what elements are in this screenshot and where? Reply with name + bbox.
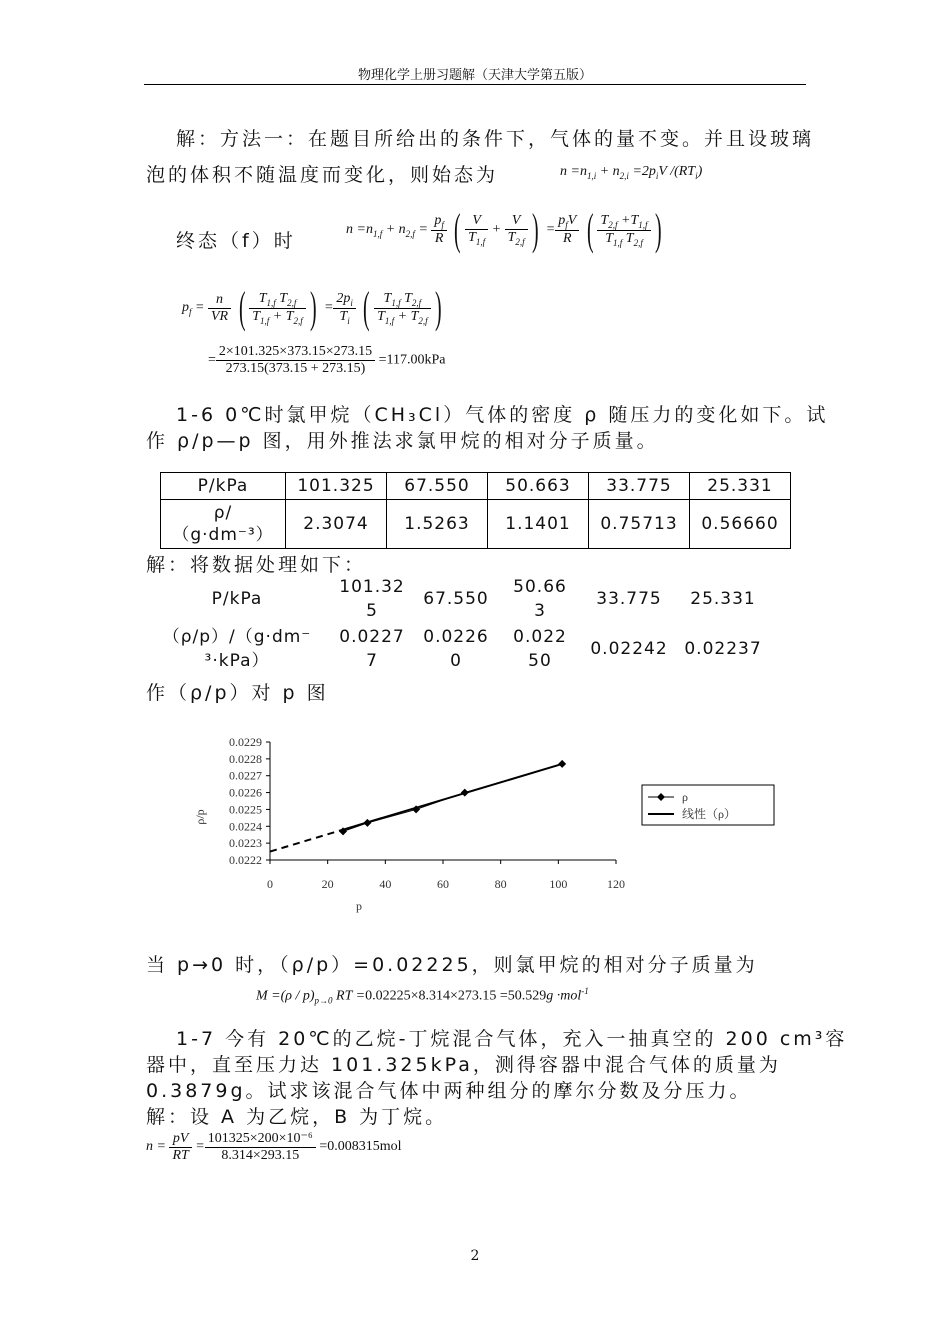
data-point	[461, 789, 469, 797]
table1-header-rho-a: ρ/	[213, 503, 233, 523]
moles-equation: n = $\frac{pV}{RT}$ = $\frac{\text{101325×200×10⁻⁶}}{8.314\times 293.15}$ =0.008315mol	[146, 1130, 402, 1163]
extrapolation-line	[270, 830, 343, 852]
table2-cell: 67.550	[423, 589, 489, 609]
problem-1-7-line2: 器中，直至压力达 101.325kPa，测得容器中混合气体的质量为	[146, 1054, 781, 1076]
table2-cell: 101.32 5	[339, 577, 405, 621]
table2-cell: 0.022 50	[513, 627, 567, 671]
table1-cell: 33.775	[589, 473, 690, 500]
moles-result: =0.008315mol	[319, 1139, 402, 1155]
moles-mid-num: pV	[169, 1131, 191, 1148]
table2-cell: 25.331	[690, 589, 756, 609]
problem-1-6-line2: 作 ρ/p—p 图，用外推法求氯甲烷的相对分子质量。	[146, 430, 659, 452]
table2-header-p: P/kPa	[211, 589, 263, 609]
x-axis-label: p	[356, 899, 362, 913]
table1-cell: 1.5263	[387, 500, 488, 549]
table2-cell: 0.02242	[590, 639, 668, 659]
density-table	[160, 472, 791, 549]
table2-cell: 0.02237	[684, 639, 762, 659]
moles-rhs-num: 101325×200×10⁻⁶	[205, 1130, 316, 1148]
rho-p-chart	[180, 725, 780, 925]
problem-1-7-line1: 1-7 今有 20℃的乙烷-丁烷混合气体，充入一抽真空的 200 cm³容	[176, 1028, 848, 1050]
moles-rhs-den: 8.314×293.15	[221, 1148, 300, 1163]
processed-table	[144, 574, 770, 674]
y-tick-label: 0.0222	[229, 853, 262, 867]
table1-header-p: P/kPa	[161, 473, 286, 500]
numeric-denominator: 273.15(373.15 + 273.15)	[225, 361, 366, 376]
running-header: 物理化学上册习题解（天津大学第五版）	[357, 68, 592, 83]
pf-equation: $p_f$ = $\frac{n}{VR}$ ( $\frac{T_{1,f} T_{2,f}}{T_{1,f} + T_{2,f}}$ ) = $\frac{2p_i}{T_i}$ ( $\frac{T_{1,f} T_{2,f}}{T_{1,f} + T_{2,f}}$ )	[182, 283, 442, 332]
para1-line1: 解：方法一：在题目所给出的条件下，气体的量不变。并且设玻璃	[176, 128, 815, 150]
numeric-equation: = $\frac{2\times 101.325\times 373.15\times 273.15}{273.15(373.15 + 273.15)}$ =117.00kPa	[208, 344, 446, 376]
table1-cell: 101.325	[286, 473, 387, 500]
y-axis-label: ρ/p	[193, 809, 207, 825]
table1-cell: 25.331	[690, 473, 791, 500]
table1-header-rho-b: （g·dm⁻³）	[172, 525, 274, 545]
data-point	[558, 760, 566, 768]
table1-cell: 2.3074	[286, 500, 387, 549]
table1-cell: 67.550	[387, 473, 488, 500]
moles-lhs: n =	[146, 1139, 166, 1155]
y-tick-label: 0.0224	[229, 819, 262, 834]
table1-cell: 0.75713	[589, 500, 690, 549]
y-tick-label: 0.0228	[229, 751, 262, 766]
final-state-label: 终态（f）时	[176, 230, 296, 252]
molar-mass-equation: $M =(\rho / p)_{p\to 0}$ RT =0.02225×8.314×273.15 =50.529g ·mol$^{-1}$	[256, 986, 589, 1006]
y-tick-label: 0.0229	[229, 735, 262, 749]
page-number: 2	[470, 1248, 480, 1264]
x-tick-label: 20	[321, 877, 334, 891]
table1-cell: 0.56660	[690, 500, 791, 549]
y-tick-label: 0.0225	[229, 802, 262, 817]
x-tick-label: 60	[437, 877, 449, 891]
y-tick-label: 0.0227	[229, 768, 262, 783]
header-rule	[144, 84, 806, 85]
problem-1-7-line3: 0.3879g。试求该混合气体中两种组分的摩尔分数及分压力。	[146, 1080, 752, 1102]
x-tick-label: 120	[607, 877, 625, 891]
y-tick-label: 0.0223	[229, 836, 262, 851]
x-tick-label: 40	[379, 877, 392, 891]
table2-cell: 0.0226 0	[423, 627, 489, 671]
table1-header-rho	[161, 500, 286, 549]
final-state-equation: $n =n_{1,f} + n_{2,f}$ = $\frac{p_f}{R}$ ( $\frac{V}{T_{1,f}}$ + $\frac{V}{T_{2,f}}$ ) = $\frac{p_fV}{R}$ ( $\frac{T_{2,f} +T_{1,f}}{T_{1,f} T_{2,f}}$ )	[346, 205, 662, 254]
solution-1-7: 解：设 A 为乙烷，B 为丁烷。	[146, 1106, 448, 1128]
table1-cell: 1.1401	[488, 500, 589, 549]
moles-mid-den: RT	[172, 1147, 189, 1163]
table2-header-rho-p: （ρ/p）/（g·dm⁻ ³·kPa）	[162, 627, 312, 671]
legend-label-fit: 线性（ρ）	[682, 807, 736, 821]
plot-caption: 作（ρ/p）对 p 图	[146, 682, 329, 704]
x-tick-label: 0	[267, 877, 273, 891]
legend-label-series: ρ	[682, 790, 688, 804]
table2-cell: 50.66 3	[513, 577, 567, 621]
problem-1-6-line1: 1-6 0℃时氯甲烷（CH₃Cl）气体的密度 ρ 随压力的变化如下。试	[176, 404, 829, 426]
initial-state-equation: $n =n_{1,i} + n_{2,i} =2p_iV$ $/(RT_i)$	[560, 164, 703, 181]
x-tick-label: 100	[549, 877, 568, 891]
numeric-result: =117.00kPa	[378, 352, 446, 368]
solution-intro: 解：将数据处理如下：	[146, 554, 367, 576]
x-tick-label: 80	[494, 877, 507, 891]
conclusion: 当 p→0 时，（ρ/p）=0.02225，则氯甲烷的相对分子质量为	[146, 954, 758, 976]
table2-cell: 0.0227 7	[339, 627, 405, 671]
numeric-numerator: 2×101.325×373.15×273.15	[216, 344, 375, 361]
data-point	[363, 819, 371, 827]
y-tick-label: 0.0226	[229, 785, 262, 800]
table1-cell: 50.663	[488, 473, 589, 500]
table2-cell: 33.775	[596, 589, 662, 609]
para1-line2: 泡的体积不随温度而变化，则始态为	[146, 164, 499, 186]
